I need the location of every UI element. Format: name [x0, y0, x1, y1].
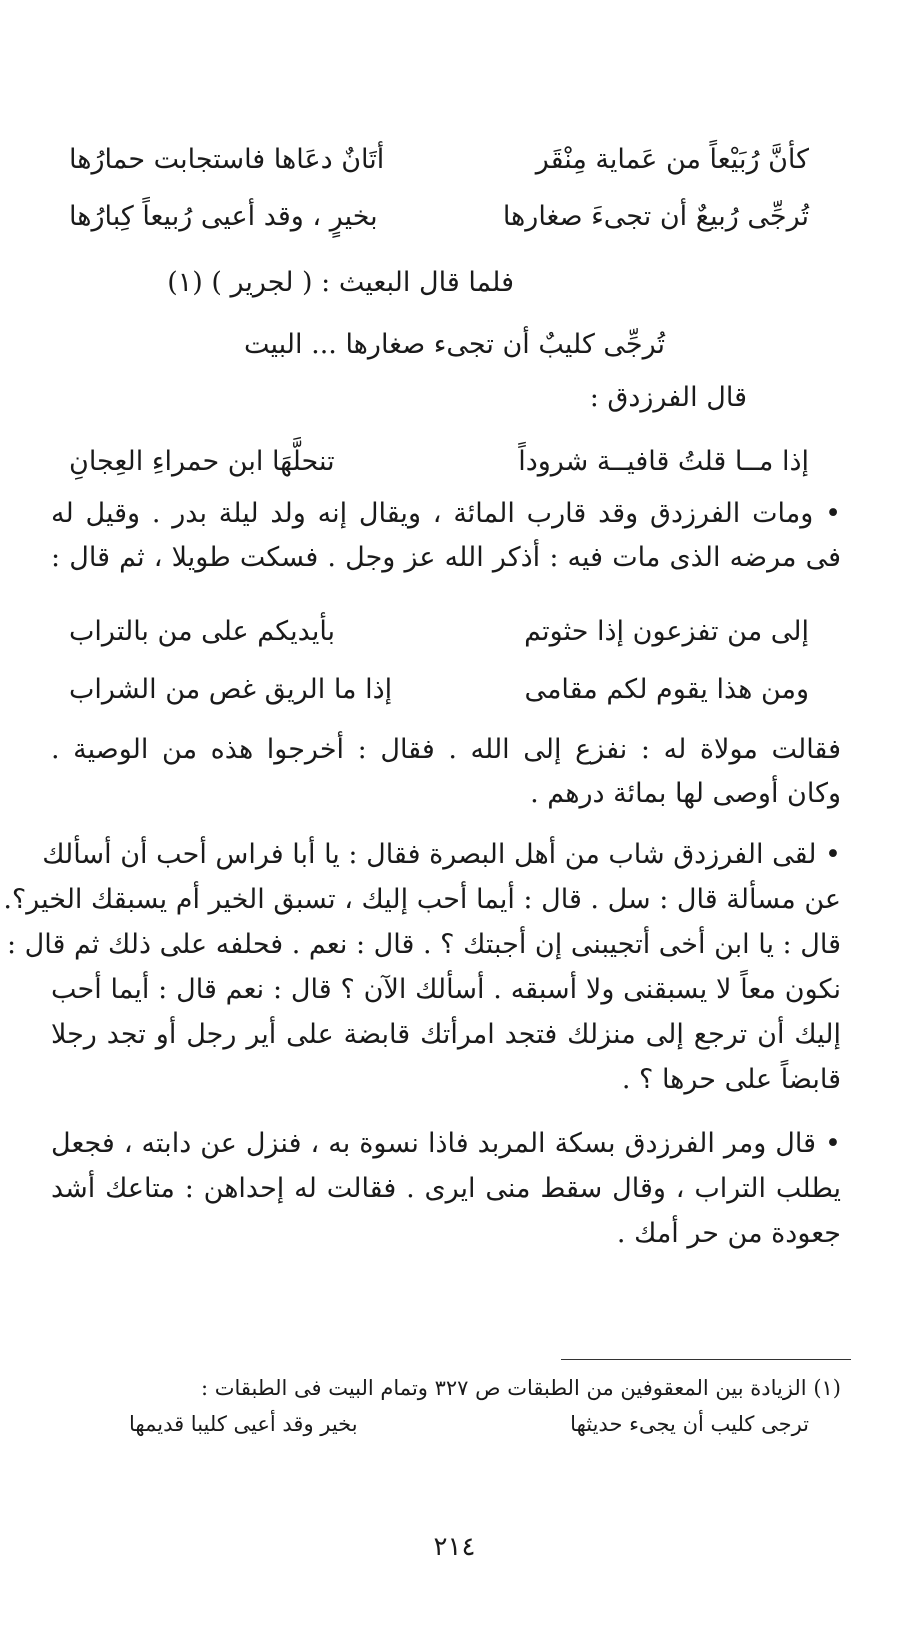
footnote-separator: [561, 1359, 851, 1360]
paragraph-line: يطلب التراب ، وقال سقط منى ايرى . فقالت له إحداهن : متاعك أشد: [51, 1173, 841, 1204]
verse-hemistich-first: إذا مــا قلتُ قافيــة شروداً: [518, 446, 809, 477]
footnote-verse: [129, 1408, 809, 1440]
verse-hemistich-second: تنحلَّهَا ابن حمراءِ العِجانِ: [69, 446, 335, 477]
paragraph-line: فى مرضه الذى مات فيه : أذكر الله عز وجل . فسكت طويلا ، ثم قال :: [51, 542, 841, 573]
paragraph-line: عن مسألة قال : سل . قال : أيما أحب إليك ، تسبق الخير أم يسبقك الخير؟.: [3, 884, 841, 915]
verse-line: [69, 442, 809, 482]
text-line: فلما قال البعيث : ( لجرير ) (١): [167, 267, 514, 298]
paragraph-line: جعودة من حر أمك .: [616, 1218, 841, 1249]
paragraph-line: فقالت مولاة له : نفزع إلى الله . فقال : أخرجوا هذه من الوصية .: [51, 734, 841, 765]
paragraph-line: قابضاً على حرها ؟ .: [621, 1064, 841, 1095]
verse-line: [69, 612, 809, 652]
verse-hemistich-first: ومن هذا يقوم لكم مقامى: [524, 674, 809, 705]
text-line: قال الفرزدق :: [589, 382, 747, 413]
verse-hemistich-second: أتَانٌ دعَاها فاستجابت حمارُها: [69, 144, 385, 175]
footnote-text: (١) الزيادة بين المعقوفين من الطبقات ص ٣٢٧ وتمام البيت فى الطبقات :: [200, 1376, 841, 1400]
verse-hemistich-first: كأنَّ رُبَيْعاً من عَماية مِنْقَر: [535, 144, 809, 175]
verse-line: [69, 670, 809, 710]
verse-hemistich-first: تُرجِّى رُبيعٌ أن تجىءَ صغارها: [502, 201, 809, 232]
verse-hemistich-second: بخيرٍ ، وقد أعيى رُبيعاً كِبارُها: [69, 201, 378, 232]
paragraph-line: • لقى الفرزدق شاب من أهل البصرة فقال : يا أبا فراس أحب أن أسألك: [42, 839, 841, 870]
paragraph-line: إليك أن ترجع إلى منزلك فتجد امرأتك قابضة على أير رجل أو تجد رجلا: [51, 1019, 841, 1050]
page-number: ٢١٤: [433, 1532, 476, 1562]
verse-hemistich-first: إلى من تفزعون إذا حثوتم: [524, 616, 809, 647]
paragraph-line: • قال ومر الفرزدق بسكة المربد فاذا نسوة به ، فنزل عن دابته ، فجعل: [51, 1128, 841, 1159]
verse-line: [69, 140, 809, 180]
paragraph-line: قال : يا ابن أخى أتجيبنى إن أجبتك ؟ . قال : نعم . فحلفه على ذلك ثم قال :: [6, 929, 841, 960]
verse-hemistich-second: بأيديكم على من بالتراب: [69, 616, 336, 647]
footnote-verse-first: ترجى كليب أن يجىء حديثها: [570, 1412, 809, 1436]
footnote-verse-second: بخير وقد أعيى كليبا قديمها: [129, 1412, 358, 1436]
paragraph-line: • ومات الفرزدق وقد قارب المائة ، ويقال إنه ولد ليلة بدر . وقيل له: [51, 498, 841, 529]
verse-line-centered: تُرجِّى كليبٌ أن تجىء صغارها ... البيت: [244, 329, 665, 360]
verse-line: [69, 197, 809, 237]
paragraph-line: وكان أوصى لها بمائة درهم .: [530, 778, 841, 809]
paragraph-line: نكون معاً لا يسبقنى ولا أسبقه . أسألك الآن ؟ قال : نعم قال : أيما أحب: [51, 974, 841, 1005]
verse-hemistich-second: إذا ما الريق غص من الشراب: [69, 674, 393, 705]
